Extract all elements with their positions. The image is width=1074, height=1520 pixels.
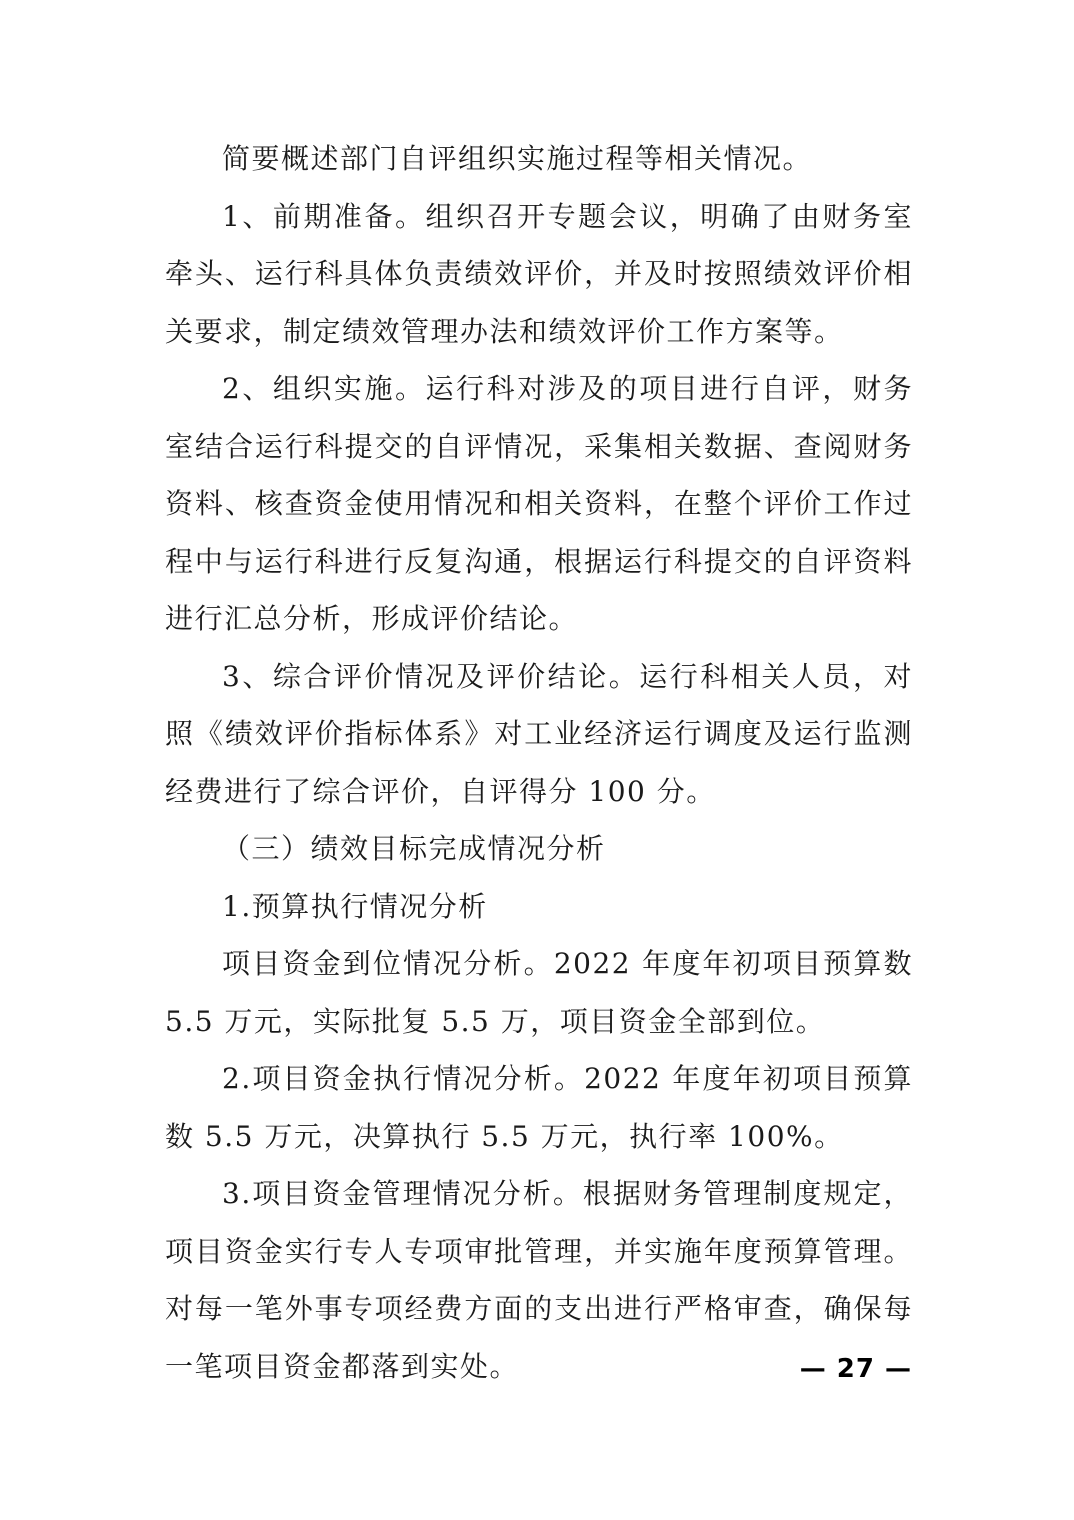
paragraph-funds-arrival: 项目资金到位情况分析。2022 年度年初项目预算数 5.5 万元，实际批复 5.5 万，项目资金全部到位。 [165,947,913,1038]
subheading-budget-execution: 1.预算执行情况分析 [222,889,488,923]
paragraph-funds-management: 3.项目资金管理情况分析。根据财务管理制度规定，项目资金实行专人专项审批管理，并实施年度预算管理。对每一笔外事专项经费方面的支出进行严格审查，确保每一笔项目资金都落到实处。 [165,1177,913,1383]
paragraph-evaluation-conclusion: 3、综合评价情况及评价结论。运行科相关人员，对照《绩效评价指标体系》对工业经济运行调度及运行监测经费进行了综合评价，自评得分 100 分。 [165,659,913,808]
paragraph-implementation: 2、组织实施。运行科对涉及的项目进行自评，财务室结合运行科提交的自评情况，采集相关数据、查阅财务资料、核查资金使用情况和相关资料，在整个评价工作过程中与运行科进行反复沟通，根据运行科提交的自评资料进行汇总分析，形成评价结论。 [165,372,913,635]
page-number: — 27 — [799,1354,912,1384]
paragraph-preparation: 1、前期准备。组织召开专题会议，明确了由财务室牵头、运行科具体负责绩效评价，并及时按照绩效评价相关要求，制定绩效管理办法和绩效评价工作方案等。 [165,199,913,348]
paragraph-funds-execution: 2.项目资金执行情况分析。2022 年度年初项目预算数 5.5 万元，决算执行 5.5 万元，执行率 100%。 [165,1062,913,1153]
paragraph-overview: 简要概述部门自评组织实施过程等相关情况。 [222,142,813,175]
body-text [165,130,913,1395]
section-heading-goal-completion: （三）绩效目标完成情况分析 [222,832,606,865]
